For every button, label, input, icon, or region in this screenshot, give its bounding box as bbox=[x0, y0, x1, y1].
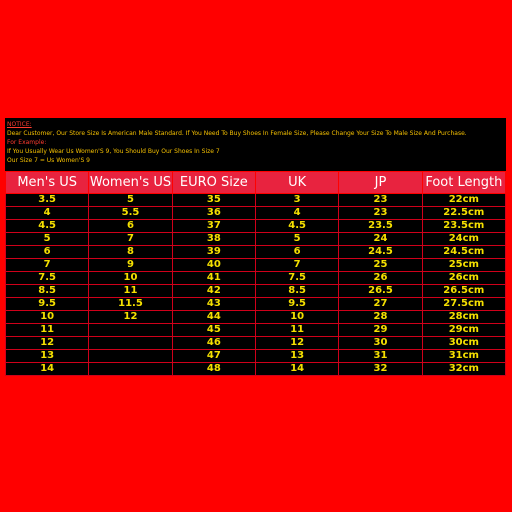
table-cell: 26.5cm bbox=[422, 285, 505, 298]
table-cell: 32cm bbox=[422, 363, 505, 376]
table-cell: 14 bbox=[255, 363, 338, 376]
size-chart-table bbox=[5, 171, 506, 376]
table-row bbox=[6, 194, 506, 207]
table-cell: 7 bbox=[6, 259, 89, 272]
table-cell: 11.5 bbox=[89, 298, 172, 311]
table-cell: 40 bbox=[172, 259, 255, 272]
header-uk: UK bbox=[255, 172, 338, 194]
table-cell: 31cm bbox=[422, 350, 505, 363]
table-cell: 41 bbox=[172, 272, 255, 285]
table-cell: 29cm bbox=[422, 324, 505, 337]
table-cell bbox=[89, 337, 172, 350]
table-cell: 10 bbox=[255, 311, 338, 324]
notice-box bbox=[5, 118, 506, 171]
table-cell bbox=[89, 350, 172, 363]
table-row bbox=[6, 207, 506, 220]
notice-title: NOTICE: bbox=[7, 121, 32, 128]
table-cell: 23.5cm bbox=[422, 220, 505, 233]
table-cell: 4 bbox=[6, 207, 89, 220]
table-cell: 5 bbox=[89, 194, 172, 207]
table-cell: 39 bbox=[172, 246, 255, 259]
table-cell: 3 bbox=[255, 194, 338, 207]
table-row bbox=[6, 324, 506, 337]
notice-line-4: Our Size 7 = Us Women'S 9 bbox=[7, 157, 90, 164]
table-cell: 12 bbox=[255, 337, 338, 350]
table-cell: 24.5cm bbox=[422, 246, 505, 259]
notice-line-2: For Example: bbox=[7, 139, 47, 146]
table-cell: 30cm bbox=[422, 337, 505, 350]
table-cell: 43 bbox=[172, 298, 255, 311]
table-cell: 13 bbox=[255, 350, 338, 363]
table-cell: 3.5 bbox=[6, 194, 89, 207]
table-row bbox=[6, 272, 506, 285]
table-header-row bbox=[6, 172, 506, 194]
table-cell: 11 bbox=[89, 285, 172, 298]
table-cell: 6 bbox=[89, 220, 172, 233]
table-body bbox=[6, 194, 506, 376]
header-jp: JP bbox=[339, 172, 422, 194]
table-cell: 25 bbox=[339, 259, 422, 272]
table-cell: 36 bbox=[172, 207, 255, 220]
table-cell: 13 bbox=[6, 350, 89, 363]
table-cell: 9 bbox=[89, 259, 172, 272]
table-cell: 30 bbox=[339, 337, 422, 350]
table-cell: 8.5 bbox=[255, 285, 338, 298]
notice-line-1: Dear Customer, Our Store Size Is American Male Standard. If You Need To Buy Shoes In Female Size, Please Change Your Size To Male Size And Purchase. bbox=[7, 130, 467, 137]
table-cell: 7 bbox=[89, 233, 172, 246]
table-cell: 46 bbox=[172, 337, 255, 350]
table-cell: 10 bbox=[6, 311, 89, 324]
table-cell: 22cm bbox=[422, 194, 505, 207]
table-cell: 7.5 bbox=[6, 272, 89, 285]
table-row bbox=[6, 337, 506, 350]
table-cell: 12 bbox=[6, 337, 89, 350]
header-mens-us: Men's US bbox=[6, 172, 89, 194]
table-cell: 4 bbox=[255, 207, 338, 220]
table-cell: 23 bbox=[339, 207, 422, 220]
table-cell: 37 bbox=[172, 220, 255, 233]
table-cell: 29 bbox=[339, 324, 422, 337]
table-cell: 7.5 bbox=[255, 272, 338, 285]
table-cell: 32 bbox=[339, 363, 422, 376]
table-cell: 5 bbox=[255, 233, 338, 246]
notice-line-3: If You Usually Wear Us Women'S 9, You Should Buy Our Shoes In Size 7 bbox=[7, 148, 220, 155]
table-cell: 6 bbox=[255, 246, 338, 259]
table-cell: 14 bbox=[6, 363, 89, 376]
table-cell: 8.5 bbox=[6, 285, 89, 298]
table-cell: 23 bbox=[339, 194, 422, 207]
table-cell: 45 bbox=[172, 324, 255, 337]
table-cell: 42 bbox=[172, 285, 255, 298]
table-cell: 4.5 bbox=[6, 220, 89, 233]
table-row bbox=[6, 233, 506, 246]
table-cell: 9.5 bbox=[6, 298, 89, 311]
table-cell: 11 bbox=[255, 324, 338, 337]
table-row bbox=[6, 363, 506, 376]
table-row bbox=[6, 246, 506, 259]
table-cell: 28 bbox=[339, 311, 422, 324]
table-cell: 6 bbox=[6, 246, 89, 259]
table-cell: 28cm bbox=[422, 311, 505, 324]
table-cell: 31 bbox=[339, 350, 422, 363]
table-row bbox=[6, 285, 506, 298]
header-euro-size: EURO Size bbox=[172, 172, 255, 194]
table-cell: 12 bbox=[89, 311, 172, 324]
table-cell: 27.5cm bbox=[422, 298, 505, 311]
table-cell: 26cm bbox=[422, 272, 505, 285]
header-foot-length: Foot Length bbox=[422, 172, 505, 194]
table-cell: 24cm bbox=[422, 233, 505, 246]
table-cell bbox=[89, 363, 172, 376]
table-cell: 10 bbox=[89, 272, 172, 285]
table-cell: 48 bbox=[172, 363, 255, 376]
table-cell: 8 bbox=[89, 246, 172, 259]
table-cell: 5.5 bbox=[89, 207, 172, 220]
table-cell: 24.5 bbox=[339, 246, 422, 259]
table-cell: 25cm bbox=[422, 259, 505, 272]
table-cell: 23.5 bbox=[339, 220, 422, 233]
table-cell: 38 bbox=[172, 233, 255, 246]
table-cell: 24 bbox=[339, 233, 422, 246]
table-row bbox=[6, 220, 506, 233]
table-cell: 9.5 bbox=[255, 298, 338, 311]
table-row bbox=[6, 259, 506, 272]
table-row bbox=[6, 350, 506, 363]
table-cell: 26.5 bbox=[339, 285, 422, 298]
table-cell: 35 bbox=[172, 194, 255, 207]
table-cell bbox=[89, 324, 172, 337]
table-cell: 26 bbox=[339, 272, 422, 285]
table-cell: 11 bbox=[6, 324, 89, 337]
table-cell: 7 bbox=[255, 259, 338, 272]
table-cell: 47 bbox=[172, 350, 255, 363]
table-cell: 44 bbox=[172, 311, 255, 324]
table-cell: 27 bbox=[339, 298, 422, 311]
table-cell: 4.5 bbox=[255, 220, 338, 233]
table-row bbox=[6, 311, 506, 324]
table-cell: 5 bbox=[6, 233, 89, 246]
table-row bbox=[6, 298, 506, 311]
header-womens-us: Women's US bbox=[89, 172, 172, 194]
table-cell: 22.5cm bbox=[422, 207, 505, 220]
